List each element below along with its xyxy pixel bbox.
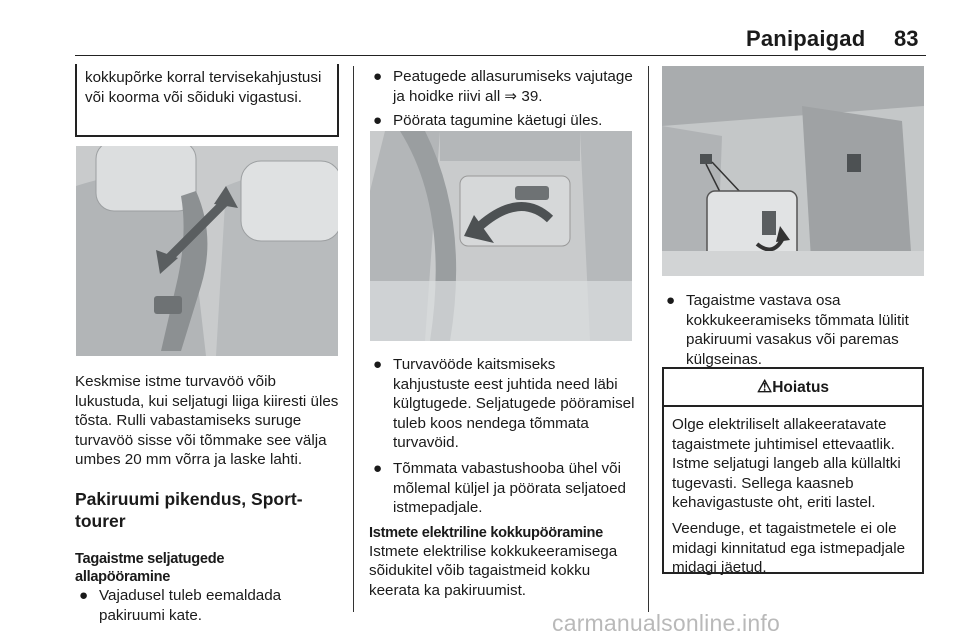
warning-box <box>662 367 924 577</box>
list-item: ● Turvavööde kaitsmiseks kahjustuste eest juhtida need läbi külgtugede. Seljatugede pööramisel tuleb koos nendega tõmmata turvavöid. <box>373 356 635 452</box>
belt-release-paragraph: Keskmise istme turvavöö võib lukustuda, kui seljatugi liiga kiiresti üles tõsta. Rulli vabastamiseks suruge turvavöö sisse või tõmmake see välja umbes 20 mm võrra ja laske lahti. <box>75 373 339 469</box>
list-item: ● Peatugede allasurumiseks vajutage ja hoidke riivi all ⇒ 39. <box>373 68 633 105</box>
middle-bullet-list-top <box>369 67 635 131</box>
bullet-dot: ● <box>666 292 676 309</box>
warning-paragraph: Veenduge, et tagaistmetele ei ole midagi kinnitatud ega istmepadjale midagi jäetud. <box>672 519 906 577</box>
list-item: ● Tõmmata vabastushooba ühel või mõlemal küljel ja pöörata seljatoed istmepadjale. <box>373 459 627 517</box>
bullet-dot: ● <box>373 356 383 373</box>
right-bullet-list <box>662 291 924 369</box>
bullet-dot: ● <box>373 68 383 85</box>
header-divider <box>75 55 926 56</box>
bullet-dot: ● <box>79 586 89 604</box>
left-bullet-list <box>75 586 343 625</box>
warning-continuation-box <box>75 64 339 137</box>
list-item: ● Tagaistme vastava osa kokkukeeramiseks tõmmata lülitit pakiruumi vasakus või paremas külgseinas. <box>666 292 909 368</box>
warning-continuation-text: kokkupõrke korral tervisekahjustusi või koorma või sõiduki vigastusi. <box>85 69 322 106</box>
section-heading: Pakiruumi pikendus, Sport-tourer <box>75 488 303 531</box>
warning-body <box>664 407 922 586</box>
warning-triangle-icon: ⚠ <box>756 377 773 396</box>
subsection-heading: Tagaistme seljatugede allapööramine <box>75 550 225 585</box>
electric-folding-paragraph: Istmete elektrilise kokkukeeramisega sõidukitel võib tagaistmeid kokku keerata ka pakiruumist. <box>369 542 618 599</box>
electric-folding-heading: Istmete elektriline kokkupööramine <box>369 524 603 541</box>
column-divider-1 <box>353 66 354 612</box>
column-divider-2 <box>648 66 649 612</box>
bullet-dot: ● <box>373 112 383 130</box>
watermark: carmanualsonline.info <box>552 610 780 636</box>
figure-armrest <box>370 131 632 341</box>
page-header-title: Panipaigad <box>746 26 866 51</box>
warning-title: Hoiatus <box>772 379 830 396</box>
middle-bullet-list-bottom <box>369 355 635 518</box>
list-item: ● Pöörata tagumine käetugi üles. <box>373 112 603 130</box>
warning-paragraph: Olge elektriliselt allakeeratavate tagaistmete juhtimisel ettevaatlik. Istme seljatugi langeb alla küllaltki tugevasti. Sellega kaasneb kehavigastuste oht, eriti lastel. <box>672 416 901 512</box>
middle-column-top <box>369 67 635 131</box>
bullet-dot: ● <box>373 459 383 477</box>
middle-column-bottom <box>369 355 635 601</box>
left-column-body <box>75 372 343 625</box>
list-item: ● Vajadusel tuleb eemaldada pakiruumi kate. <box>79 586 282 624</box>
right-column-body <box>662 291 924 369</box>
figure-seatbelt-retractor <box>76 146 338 356</box>
page-number: 83 <box>894 26 919 51</box>
figure-cargo-switch <box>662 66 924 276</box>
warning-header <box>664 369 922 407</box>
